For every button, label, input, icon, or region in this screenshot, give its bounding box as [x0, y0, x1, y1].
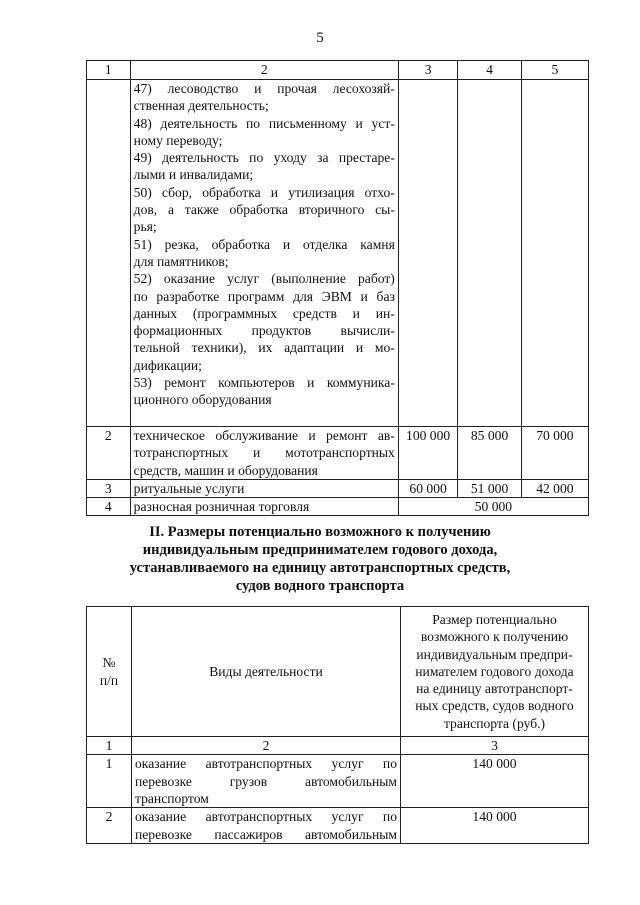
size-column-header	[401, 607, 589, 737]
activity-cell: разносная розничная торговля	[130, 498, 398, 516]
list-line: ному переводу;	[133, 132, 223, 148]
header-line: Размер потенциально	[432, 612, 557, 627]
number-column-header	[87, 607, 132, 737]
list-line: лыми и инвалидами;	[133, 167, 254, 183]
row-number: 2	[87, 808, 132, 844]
column-index-row	[87, 737, 589, 755]
list-line: дификации;	[133, 357, 202, 373]
activity-line: перевозке грузов автомобильным	[135, 773, 397, 789]
empty-cell	[521, 80, 588, 427]
row-number-cell	[87, 80, 131, 427]
list-line: 47) лесоводство и прочая лесохозяй-	[133, 81, 395, 96]
row-number: 1	[87, 755, 132, 808]
value-cell: 70 000	[521, 427, 588, 480]
activity-list-cell	[130, 80, 398, 427]
column-index-3: 3	[398, 61, 458, 80]
activity-cell	[130, 427, 398, 480]
list-line: 49) деятельность по уходу за престаре-	[133, 150, 395, 166]
activity-line: тотранспортных и мототранспортных	[133, 445, 395, 461]
header-line: возможного к получению	[420, 629, 569, 645]
activity-line: оказание автотранспортных услуг по	[135, 756, 397, 772]
row-number: 3	[87, 479, 131, 497]
column-index-4: 4	[458, 61, 521, 80]
column-index-2: 2	[132, 737, 401, 755]
value-cell: 85 000	[458, 427, 521, 480]
income-table-continued	[86, 60, 589, 516]
list-line: по разработке программ для ЭВМ и баз	[133, 288, 395, 304]
vehicle-income-table	[86, 606, 589, 844]
section-title	[100, 523, 540, 595]
table-row	[87, 808, 589, 844]
column-index-5: 5	[521, 61, 588, 80]
table-row	[87, 427, 589, 480]
activity-line: средств, машин и оборудования	[133, 462, 318, 478]
section-title-line: II. Размеры потенциально возможного к получению	[149, 524, 491, 540]
table-header-row	[87, 61, 589, 80]
list-line: рья;	[133, 219, 157, 235]
value-cell: 140 000	[401, 755, 589, 808]
list-line: данных (программных средств и ин-	[133, 305, 395, 321]
section-title-line: индивидуальным предпринимателем годового дохода,	[142, 542, 498, 558]
list-line: 50) сбор, обработка и утилизация отхо-	[133, 184, 395, 200]
list-line: тельной техники), их адаптации и мо-	[133, 340, 395, 356]
value-cell: 140 000	[401, 808, 589, 844]
merged-value-cell: 50 000	[398, 498, 588, 516]
header-line: на единицу автотранспорт-	[416, 681, 573, 697]
list-line: ственная деятельность;	[133, 98, 269, 114]
header-line: ных средств, судов водного	[415, 698, 574, 714]
value-cell: 100 000	[398, 427, 458, 480]
table-row	[87, 498, 589, 516]
header-line: транспорта (руб.)	[443, 715, 546, 731]
value-cell: 51 000	[458, 479, 521, 497]
list-line: формационных продуктов вычисли-	[133, 323, 395, 339]
table-row	[87, 80, 589, 427]
list-line: 51) резка, обработка и отделка камня	[133, 236, 395, 252]
column-index-3: 3	[401, 737, 589, 755]
activity-cell	[132, 755, 401, 808]
row-number: 4	[87, 498, 131, 516]
row-number: 2	[87, 427, 131, 480]
empty-cell	[398, 80, 458, 427]
table-header-row	[87, 607, 589, 737]
list-line: 52) оказание услуг (выполнение работ)	[133, 271, 395, 287]
table-row	[87, 755, 589, 808]
header-line: п/п	[99, 672, 119, 688]
activity-cell	[132, 808, 401, 844]
activity-line: техническое обслуживание и ремонт ав-	[133, 428, 395, 443]
header-line: индивидуальным предпри-	[416, 646, 573, 662]
section-title-line: устанавливаемого на единицу автотранспортных средств,	[129, 560, 511, 576]
list-line: 48) деятельность по письменному и уст-	[133, 115, 395, 131]
header-line: нимателем годового дохода	[415, 663, 574, 679]
activity-cell: ритуальные услуги	[130, 479, 398, 497]
list-line: 53) ремонт компьютеров и коммуника-	[133, 375, 395, 391]
column-index-1: 1	[87, 61, 131, 80]
column-index-1: 1	[87, 737, 132, 755]
list-line: для памятников;	[133, 253, 229, 269]
value-cell: 60 000	[398, 479, 458, 497]
section-title-line: судов водного транспорта	[235, 578, 405, 594]
activity-column-header: Виды деятельности	[132, 607, 401, 737]
header-line: №	[102, 655, 116, 671]
list-line: ционного оборудования	[133, 392, 272, 408]
list-line: дов, а также обработка вторичного сы-	[133, 202, 395, 218]
column-index-2: 2	[130, 61, 398, 80]
table-row	[87, 479, 589, 497]
activity-line: транспортом	[135, 790, 209, 806]
activity-line: оказание автотранспортных услуг по	[135, 809, 397, 825]
page-number: 5	[316, 30, 324, 46]
activity-line: перевозке пассажиров автомобильным	[135, 826, 397, 842]
value-cell: 42 000	[521, 479, 588, 497]
empty-cell	[458, 80, 521, 427]
